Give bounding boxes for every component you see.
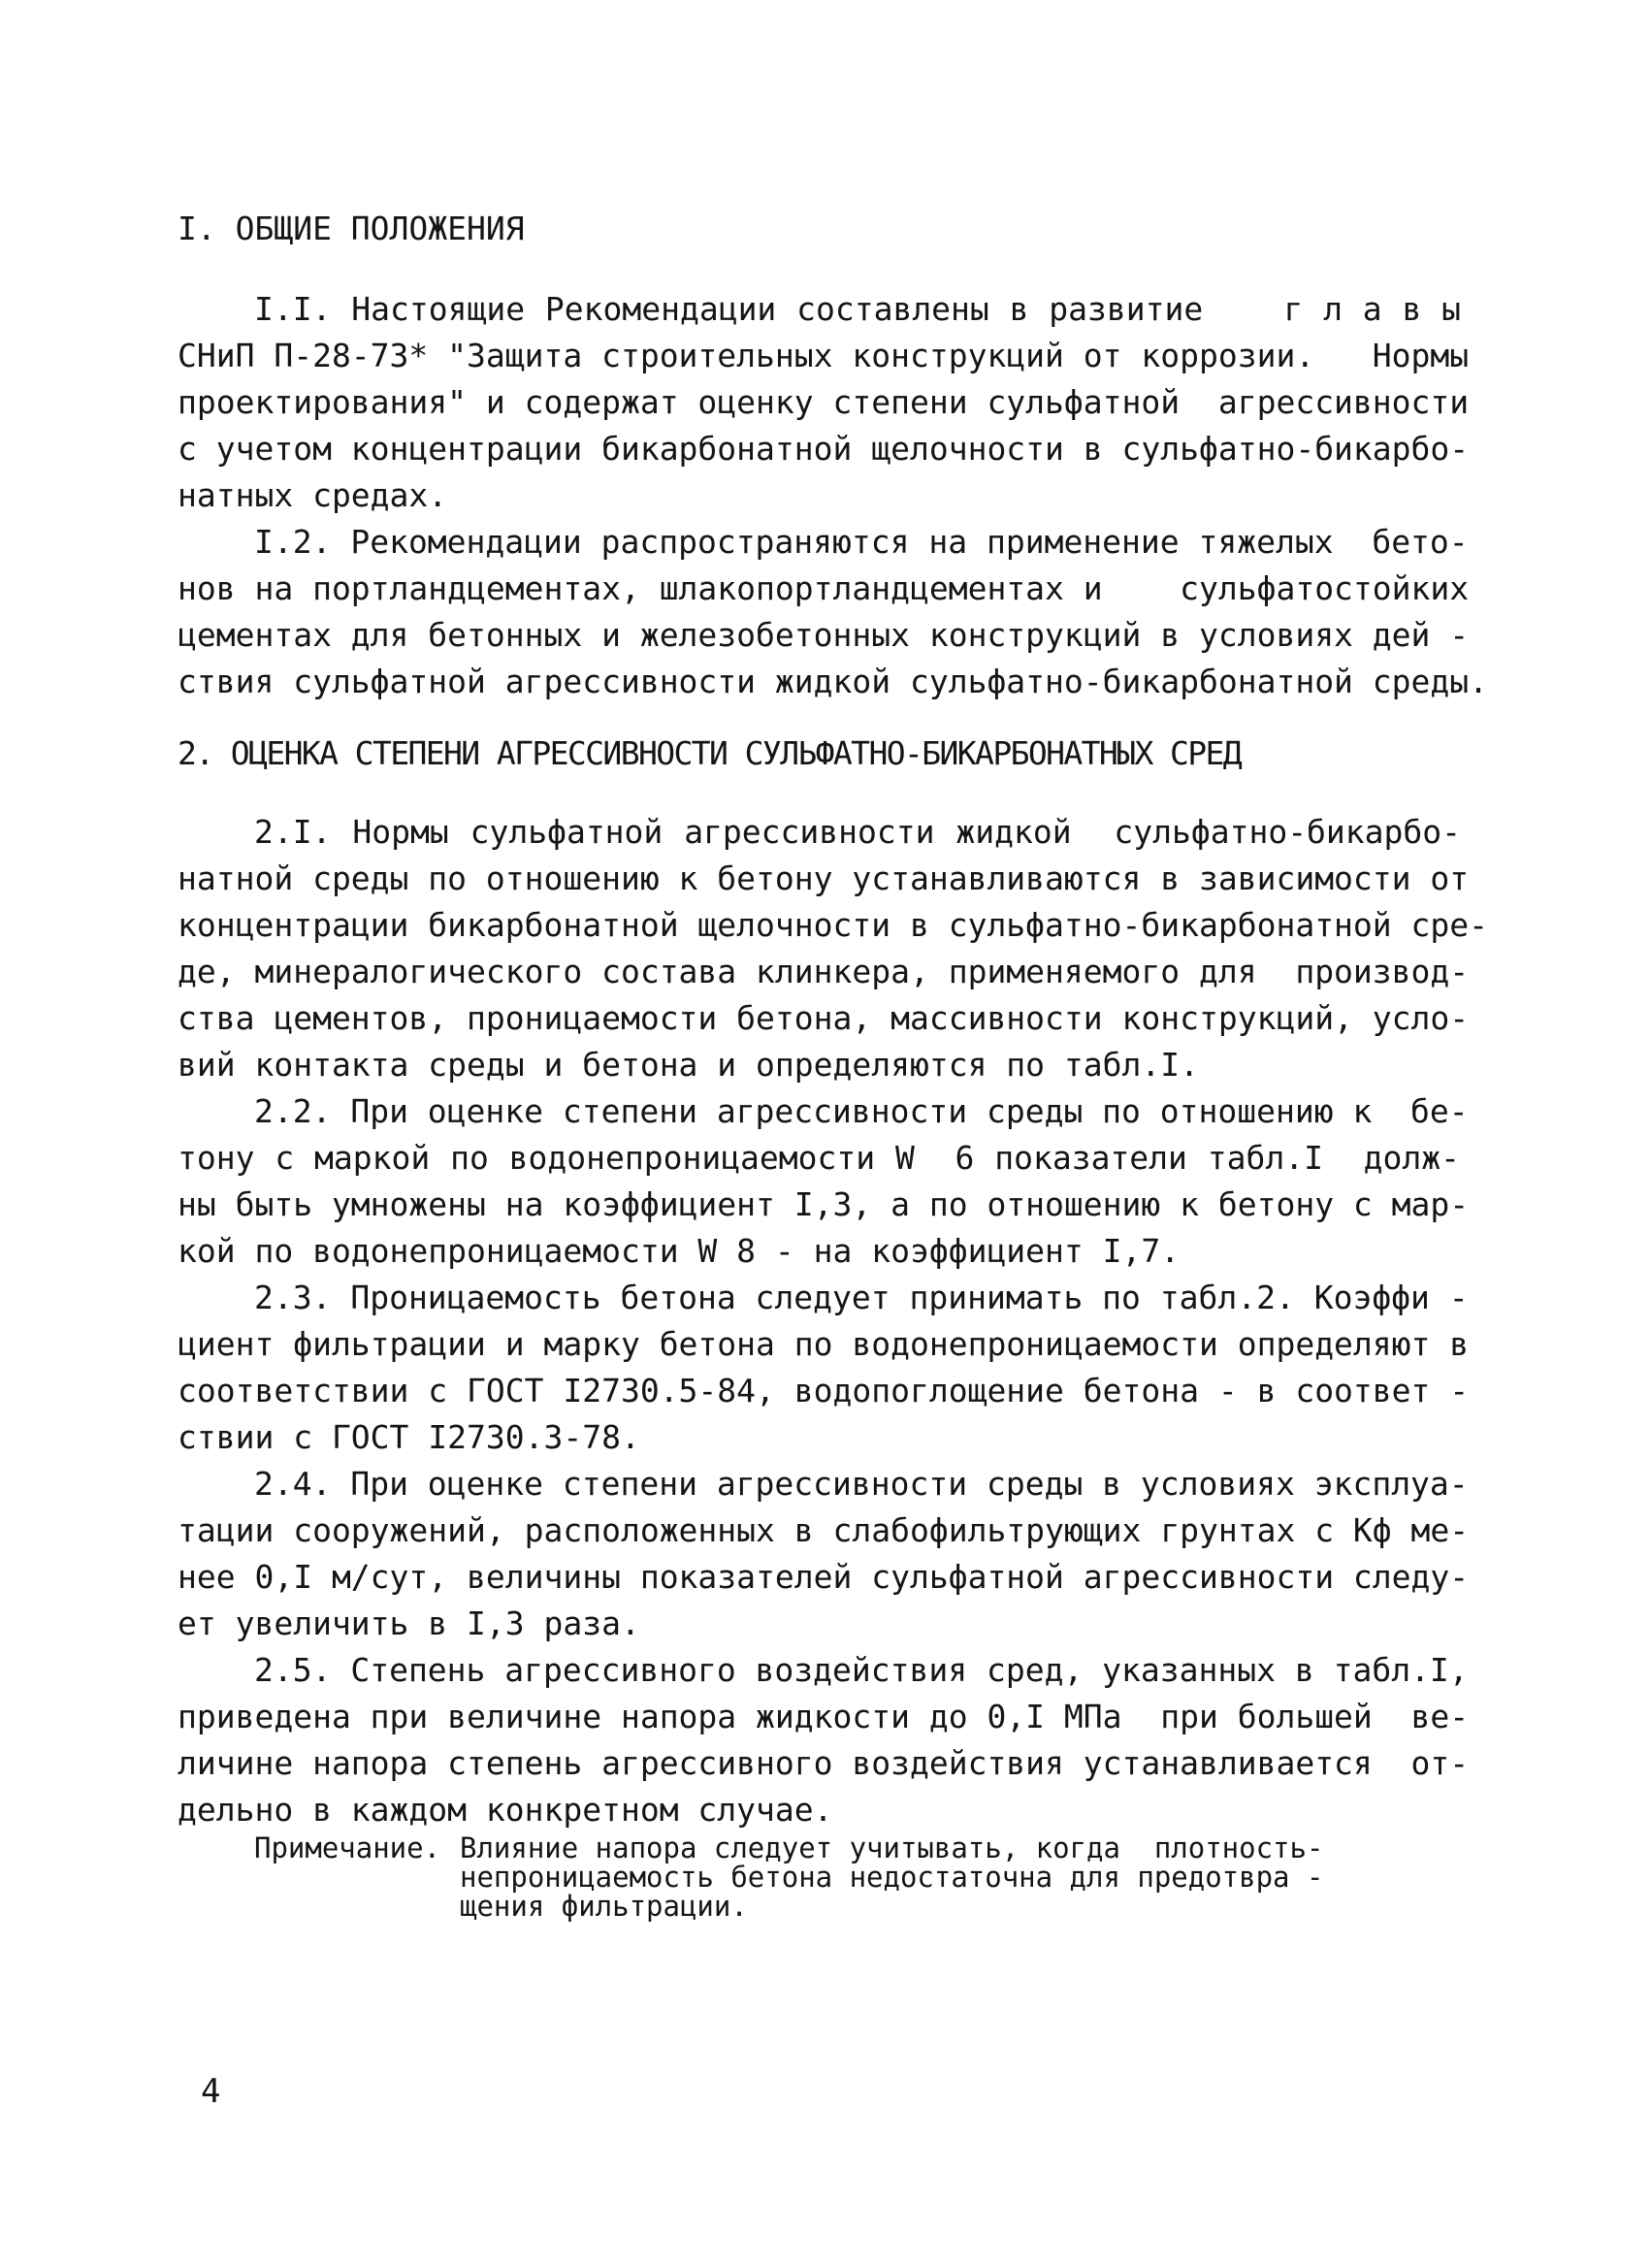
text-line: нов на портландцементах, шлакопортландцементах и сульфатостойких (178, 569, 1470, 607)
text-line: приведена при величине напора жидкости до 0,I МПа при большей ве- (178, 1698, 1470, 1735)
text-line: 2.3. Проницаемость бетона следует принимать по табл.2. Коэффи - (254, 1279, 1469, 1316)
text-line: ны быть умножены на коэффициент I,3, а по отношению к бетону с мар- (178, 1185, 1470, 1223)
text-line: личине напора степень агрессивного воздействия устанавливается от- (178, 1744, 1470, 1782)
text-line: 2.5. Степень агрессивного воздействия сред, указанных в табл.I, (254, 1651, 1469, 1689)
section-2-heading: 2. ОЦЕНКА СТЕПЕНИ АГРЕССИВНОСТИ СУЛЬФАТНО-БИКАРБОНАТНЫХ СРЕД (178, 734, 1242, 772)
text-line: кой по водонепроницаемости W 8 - на коэффициент I,7. (178, 1232, 1181, 1270)
text-line: натной среды по отношению к бетону устанавливаются в зависимости от (178, 859, 1470, 897)
text-line: натных средах. (178, 476, 448, 514)
text-line: с учетом концентрации бикарбонатной щелочности в сульфатно-бикарбо- (178, 430, 1470, 468)
text-line: 2.2. При оценке степени агрессивности среды по отношению к бе- (254, 1092, 1469, 1130)
text-line: циент фильтрации и марку бетона по водонепроницаемости определяют в (178, 1325, 1470, 1363)
text-line: ства цементов, проницаемости бетона, массивности конструкций, усло- (178, 999, 1470, 1037)
text-line: ет увеличить в I,3 раза. (178, 1604, 640, 1642)
page-number: 4 (201, 2072, 221, 2111)
text-line: I.2. Рекомендации распространяются на применение тяжелых бето- (254, 523, 1469, 561)
text-line: тону с маркой по водонепроницаемости W 6 показатели табл.I долж- (178, 1139, 1460, 1177)
text-line: вий контакта среды и бетона и определяются по табл.I. (178, 1046, 1199, 1084)
text-line: СНиП П-28-73* "Защита строительных конструкций от коррозии. Нормы (178, 337, 1470, 374)
note-line: щения фильтрации. (460, 1890, 748, 1923)
section-1-heading: I. ОБЩИЕ ПОЛОЖЕНИЯ (178, 210, 525, 247)
text-line: концентрации бикарбонатной щелочности в сульфатно-бикарбонатной сре- (178, 906, 1489, 944)
text-line: I.I. Настоящие Рекомендации составлены в развитие г л а в ы (254, 290, 1461, 328)
text-line: ствия сульфатной агрессивности жидкой сульфатно-бикарбонатной среды. (178, 663, 1489, 700)
text-line: проектирования" и содержат оценку степени сульфатной агрессивности (178, 383, 1470, 421)
text-line: нее 0,I м/сут, величины показателей сульфатной агрессивности следу- (178, 1558, 1470, 1596)
note-line: Влияние напора следует учитывать, когда плотность- (460, 1831, 1324, 1864)
text-line: ствии с ГОСТ I2730.3-78. (178, 1418, 640, 1456)
text-line: тации сооружений, расположенных в слабофильтрующих грунтах с Кф ме- (178, 1511, 1470, 1549)
text-line: 2.I. Нормы сульфатной агрессивности жидкой сульфатно-бикарбо- (254, 813, 1461, 851)
text-line: де, минералогического состава клинкера, применяемого для производ- (178, 953, 1470, 990)
note-line: непроницаемость бетона недостаточна для предотвра - (460, 1861, 1324, 1894)
text-line: цементах для бетонных и железобетонных конструкций в условиях дей - (178, 616, 1470, 654)
text-line: дельно в каждом конкретном случае. (178, 1791, 833, 1829)
text-line: соответствии с ГОСТ I2730.5-84, водопоглощение бетона - в соответ - (178, 1372, 1470, 1409)
text-line: 2.4. При оценке степени агрессивности среды в условиях эксплуа- (254, 1465, 1469, 1503)
note-label: Примечание. (254, 1831, 441, 1864)
